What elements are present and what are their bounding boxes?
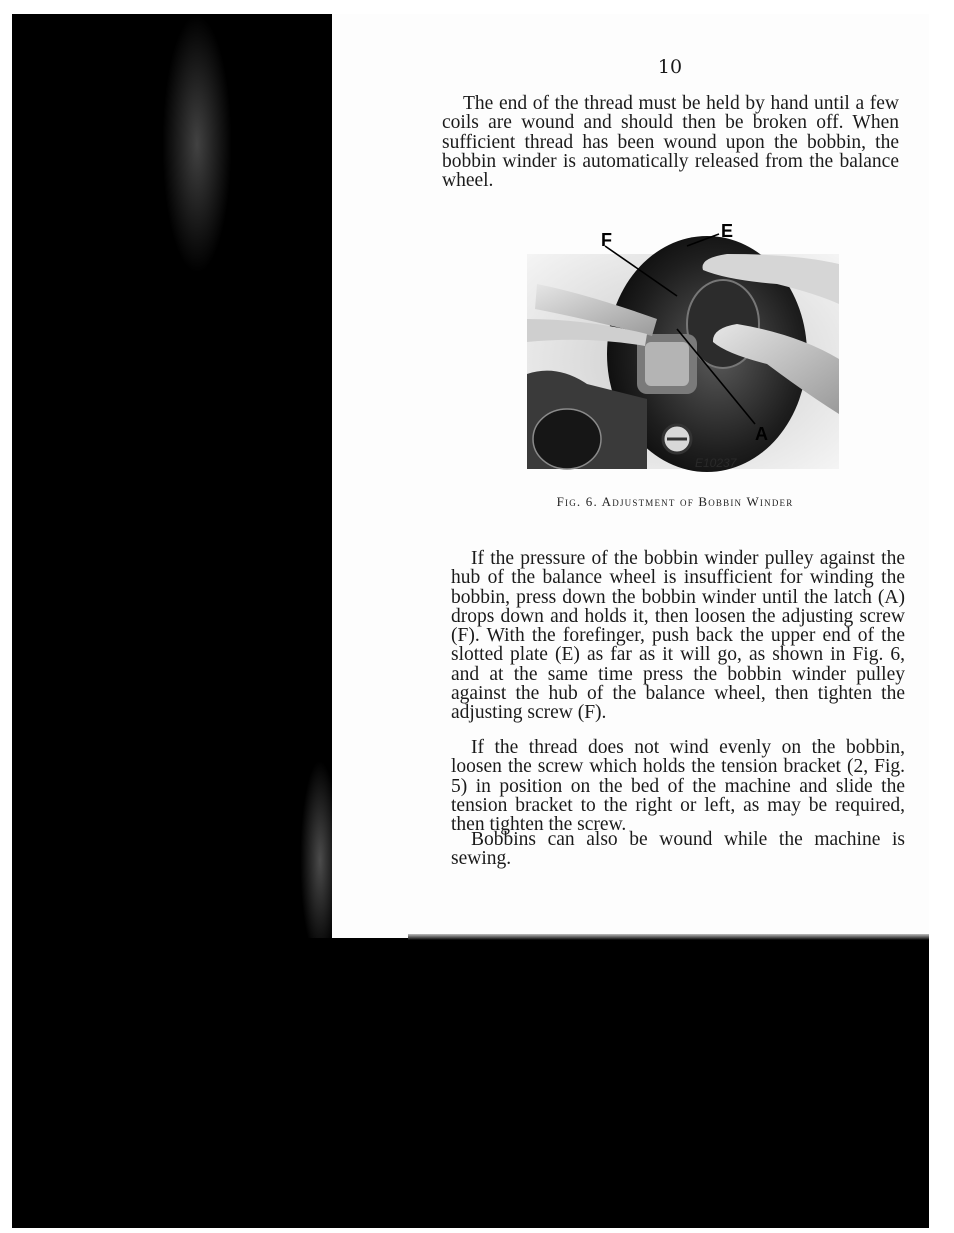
page-bottom-edge [408,934,929,940]
label-e: E [721,224,734,241]
page-number: 10 [657,56,683,78]
plate-code: E10237 [695,456,737,470]
paragraph-wind-while-sewing: Bobbins can also be wound while the machine is sewing. [451,829,905,870]
paragraph-uneven-winding: If the thread does not wind evenly on the bobbin, loosen the screw which holds the tension bracket (2, Fig. 5) in position on the bed of the machine and slide the tension bracket to the right or left, as may be required, then tighten the screw. [451,737,905,836]
paragraph-adjust-pressure: If the pressure of the bobbin winder pulley against the hub of the balance wheel is insufficient for winding the bobbin, press down the bobbin winder until the latch (A) drops down and holds it, then loosen the adjusting screw (F). With the forefinger, push back the upper end of the slotted plate (E) as far as it will go, as shown in Fig. 6, and at the same time press the bobbin winder pulley against the hub of the balance wheel, then tighten the adjusting screw (F). [451,548,905,724]
bobbin-winder-illustration [527,224,839,474]
machine-knob [533,409,601,469]
label-a: A [755,424,768,444]
figure-caption: Fig. 6. Adjustment of Bobbin Winder [556,494,794,509]
paragraph-thread-winding: The end of the thread must be held by hand until a few coils are wound and should then be broken off. When sufficient thread has been wound upon the bobbin, the bobbin winder is automatically released from the balance wheel. [442,93,899,192]
scan-border-bottom [12,938,929,1228]
label-f: F [601,230,612,250]
figure-bobbin-winder-photo [527,224,839,474]
